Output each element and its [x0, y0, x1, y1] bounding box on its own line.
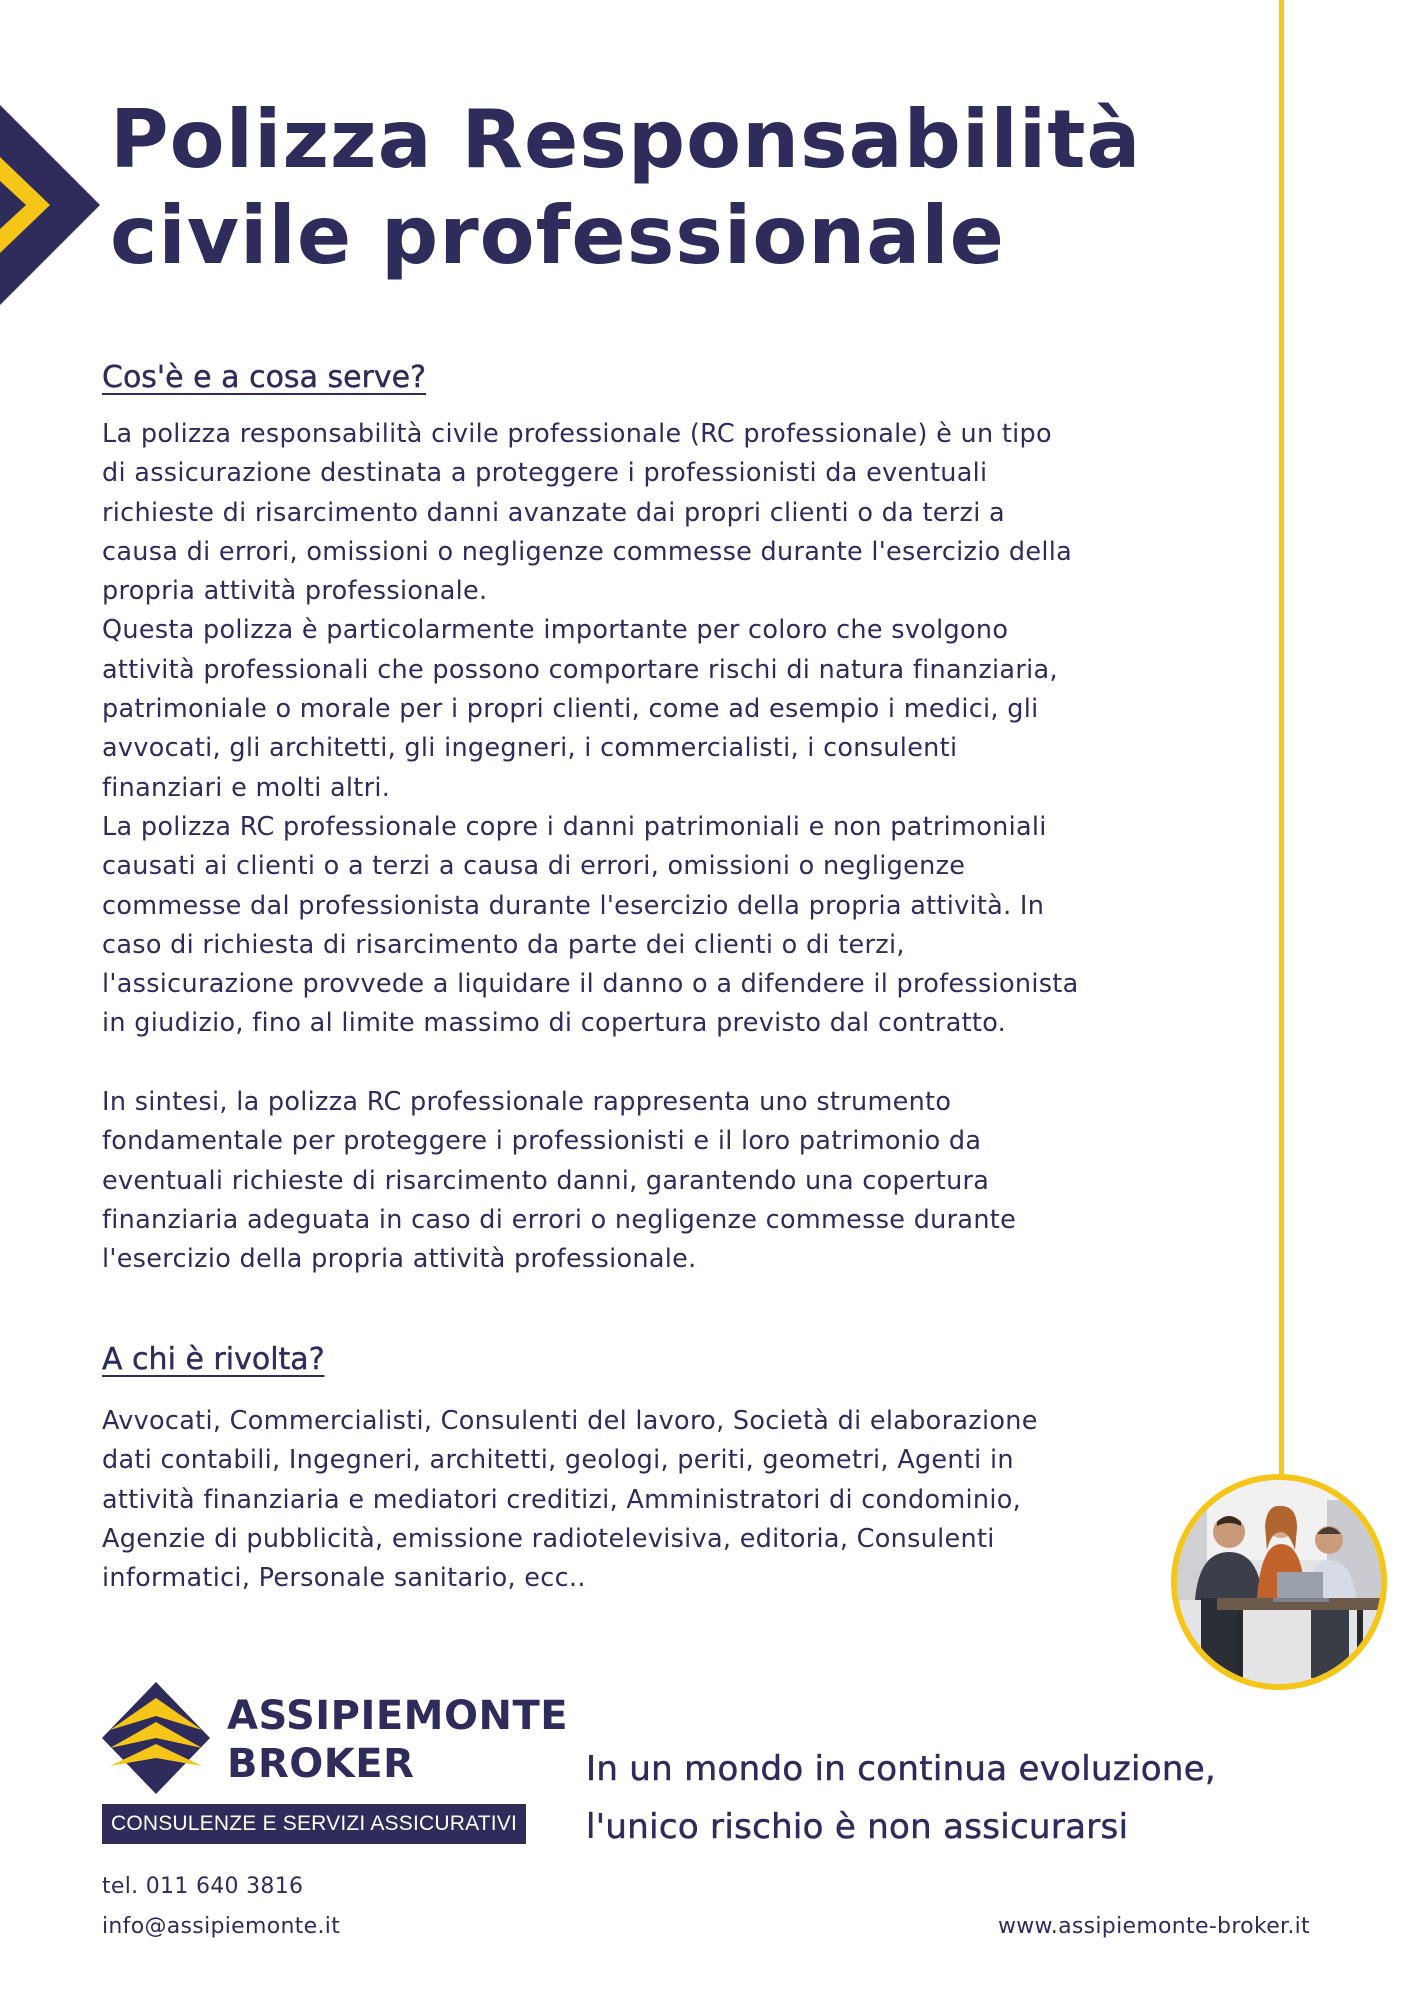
contact-phone[interactable]: tel. 011 640 3816: [102, 1874, 304, 1899]
text-line: caso di richiesta di risarcimento da parte dei clienti o di terzi,: [102, 929, 905, 960]
text-line: in giudizio, fino al limite massimo di copertura previsto dal contratto.: [102, 1008, 1007, 1039]
summary-line: finanziaria adeguata in caso di errori o negligenze commesse durante: [102, 1204, 1017, 1235]
slogan-line-2: l'unico rischio è non assicurarsi: [586, 1807, 1129, 1847]
logo-name-line-2: BROKER: [227, 1741, 415, 1787]
text-line: causati ai clienti o a terzi a causa di errori, omissioni o negligenze: [102, 851, 966, 882]
text-line: propria attività professionale.: [102, 576, 488, 607]
text-line: La polizza RC professionale copre i danni patrimoniali e non patrimoniali: [102, 811, 1047, 842]
section-audience-heading: A chi è rivolta?: [102, 1342, 325, 1377]
text-line: Questa polizza è particolarmente importante per coloro che svolgono: [102, 615, 1009, 646]
section-audience-body: [102, 1402, 1242, 1598]
slogan-line-1: In un mondo in continua evoluzione,: [586, 1749, 1217, 1789]
title-line-1: Polizza Responsabilità: [110, 93, 1142, 186]
vertical-accent-line: [1279, 0, 1284, 1480]
paragraph-gap: [102, 1044, 1242, 1083]
slogan: [586, 1740, 1216, 1856]
text-line: La polizza responsabilità civile professionale (RC professionale) è un tipo: [102, 419, 1052, 449]
text-line: informatici, Personale sanitario, ecc..: [102, 1563, 586, 1594]
photo-illustration: [1177, 1480, 1381, 1684]
summary-line: eventuali richieste di risarcimento danni, garantendo una copertura: [102, 1165, 990, 1196]
text-line: patrimoniale o morale per i propri clienti, come ad esempio i medici, gli: [102, 694, 1039, 725]
text-line: finanziari e molti altri.: [102, 772, 391, 803]
logo-name-line-1: ASSIPIEMONTE: [227, 1693, 569, 1739]
text-line: causa di errori, omissioni o negligenze commesse durante l'esercizio della: [102, 536, 1073, 567]
text-line: attività professionali che possono comportare rischi di natura finanziaria,: [102, 654, 1058, 685]
company-logo: [102, 1682, 569, 1848]
text-line: attività finanziaria e mediatori creditizi, Amministratori di condominio,: [102, 1484, 1022, 1515]
text-line: l'assicurazione provvede a liquidare il danno o a difendere il professionista: [102, 969, 1079, 1000]
summary-line: l'esercizio della propria attività professionale.: [102, 1244, 697, 1275]
title-line-2: civile professionale: [110, 189, 1005, 282]
text-line: commesse dal professionista durante l'esercizio della propria attività. In: [102, 890, 1045, 921]
logo-diamond-icon: [102, 1682, 210, 1794]
summary-line: fondamentale per proteggere i professionisti e il loro patrimonio da: [102, 1126, 982, 1157]
contact-website[interactable]: www.assipiemonte-broker.it: [997, 1914, 1310, 1939]
summary-line: In sintesi, la polizza RC professionale rappresenta uno strumento: [102, 1087, 952, 1118]
section-what-heading: Cos'è e a cosa serve?: [102, 360, 427, 395]
section-what-body: [102, 415, 1242, 1280]
page-title: [110, 92, 1141, 284]
logo-tagline: CONSULENZE E SERVIZI ASSICURATIVI: [102, 1804, 526, 1844]
text-line: Agenzie di pubblicità, emissione radiotelevisiva, editoria, Consulenti: [102, 1523, 995, 1554]
text-line: Avvocati, Commercialisti, Consulenti del lavoro, Società di elaborazione: [102, 1406, 1038, 1436]
text-line: dati contabili, Ingegneri, architetti, geologi, periti, geometri, Agenti in: [102, 1445, 1014, 1476]
text-line: di assicurazione destinata a proteggere i professionisti da eventuali: [102, 458, 988, 489]
text-line: richieste di risarcimento danni avanzate dai propri clienti o da terzi a: [102, 497, 1005, 528]
team-meeting-photo: [1171, 1474, 1387, 1690]
contact-email[interactable]: info@assipiemonte.it: [102, 1914, 341, 1939]
text-line: avvocati, gli architetti, gli ingegneri, i commercialisti, i consulenti: [102, 733, 958, 764]
corner-arrow-graphic: [0, 105, 100, 305]
